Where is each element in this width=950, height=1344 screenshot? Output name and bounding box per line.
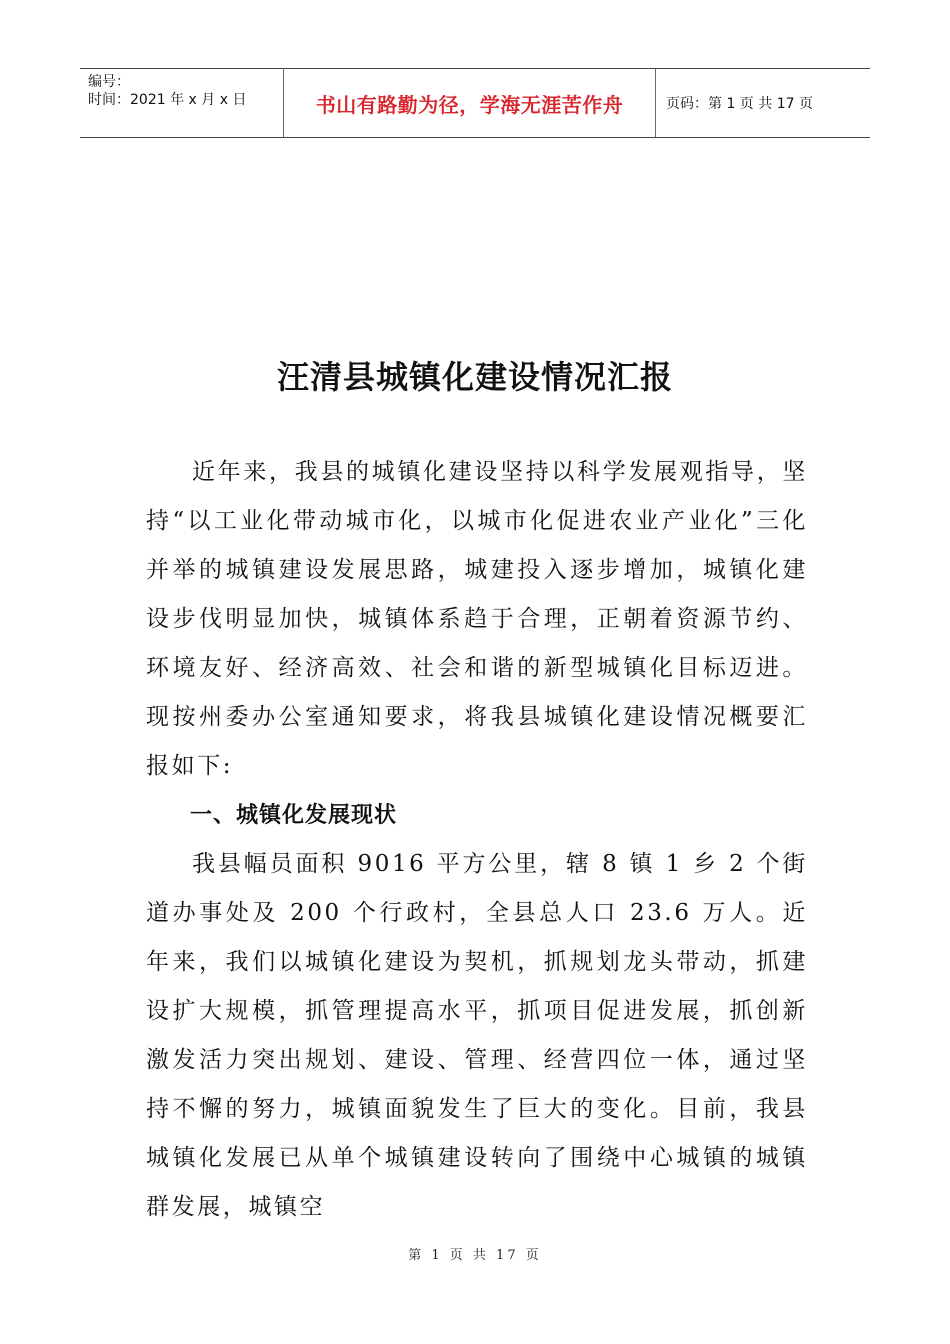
intro-paragraph: 近年来，我县的城镇化建设坚持以科学发展观指导，坚持“以工业化带动城市化，以城市化促进农业产业化”三化并举的城镇建设发展思路，城建投入逐步增加，城镇化建设步伐明显加快，城镇体系趋于合理，正朝着资源节约、环境友好、经济高效、社会和谐的新型城镇化目标迈进。现按州委办公室通知要求，将我县城镇化建设情况概要汇报如下:	[146, 459, 808, 779]
doc-number-label: 编号：	[88, 74, 130, 90]
document-title: 汪清县城镇化建设情况汇报	[276, 358, 673, 396]
section-paragraph: 我县幅员面积 9016 平方公里，辖 8 镇 1 乡 2 个街道办事处及 200 个行政村，全县总人口 23.6 万人。近年来，我们以城镇化建设为契机，抓规划龙头带动，抓建设扩大规模，抓管理提高水平，抓项目促进发展，抓创新激发活力突出规划、建设、管理、经营四位一体，通过坚持不懈的努力，城镇面貌发生了巨大的变化。目前，我县城镇化发展已从单个城镇建设转向了围绕中心城镇的城镇群发展，城镇空	[146, 851, 808, 1220]
header-motto: 书山有路勤为径，学海无涯苦作舟	[284, 69, 656, 137]
document-body	[146, 448, 808, 1232]
date-label: 时间：2021 年 x 月 x 日	[88, 92, 247, 108]
header-meta-cell	[80, 69, 284, 137]
document-header	[80, 68, 870, 138]
page-footer: 第 1 页 共 17 页	[408, 1248, 542, 1263]
header-page-info: 页码：第 1 页 共 17 页	[666, 96, 813, 112]
section-heading: 一、城镇化发展现状	[190, 803, 398, 828]
